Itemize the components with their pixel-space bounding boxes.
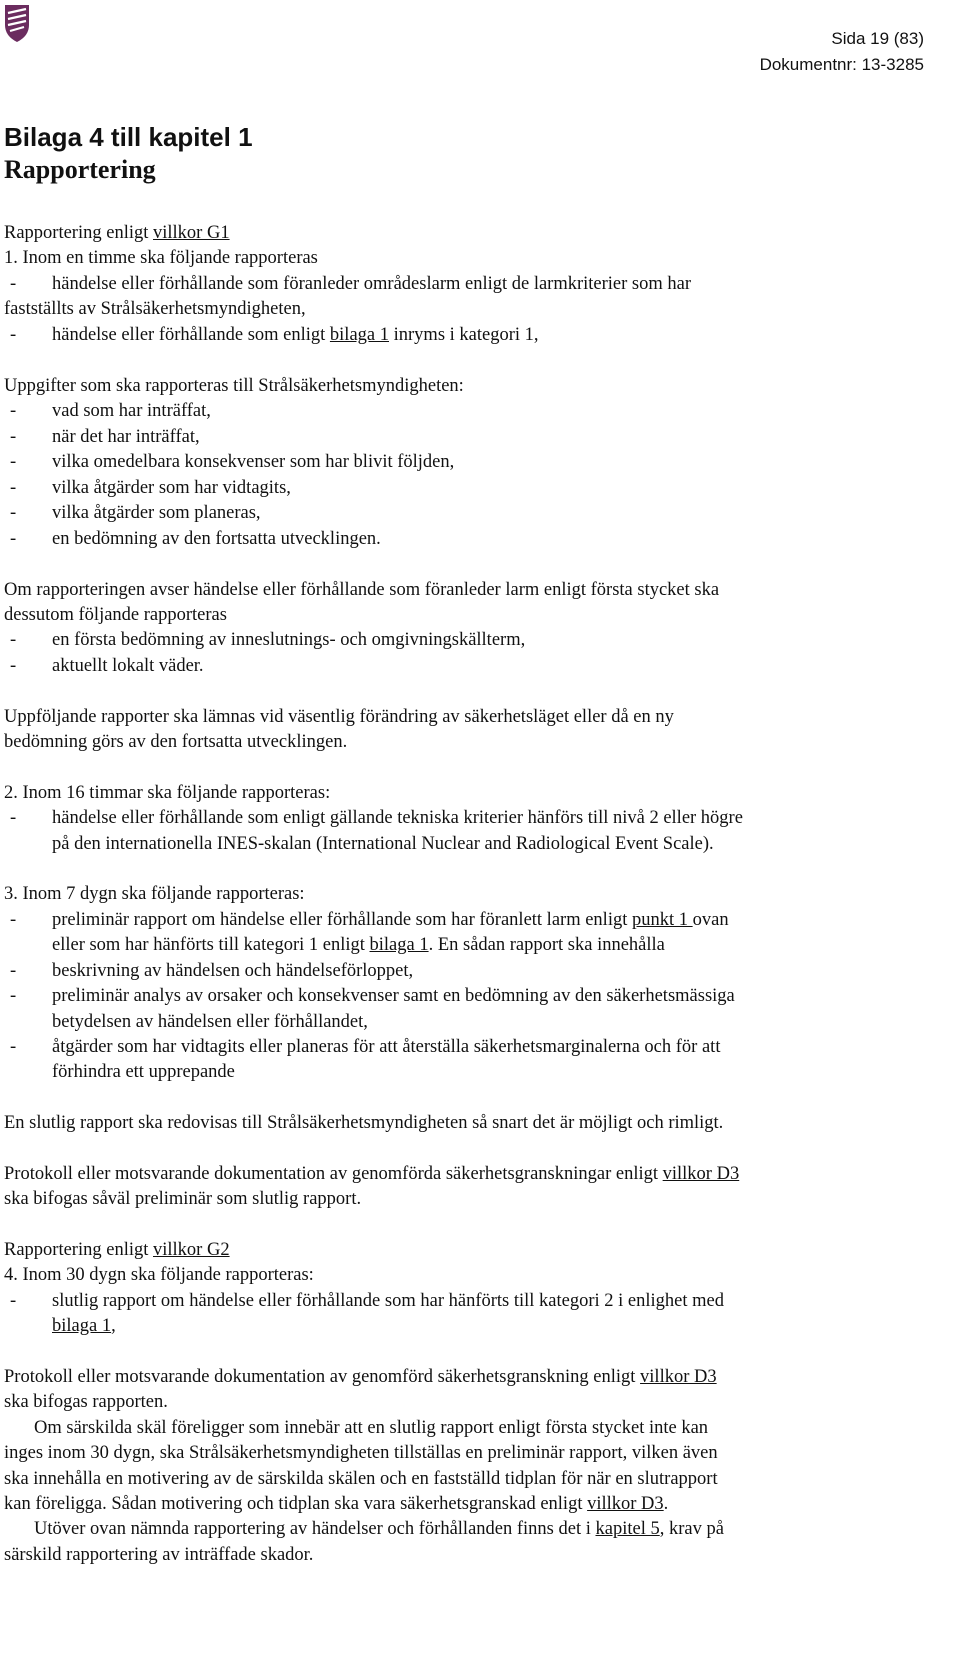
paragraph: dessutom följande rapporteras (4, 605, 227, 625)
item-4-heading: 4. Inom 30 dygn ska följande rapporteras: (4, 1265, 314, 1285)
bullet-dash: - (10, 961, 17, 981)
bullet-text: händelse eller förhållande som föranleder områdeslarm enligt de larmkriterier som har (52, 274, 692, 294)
paragraph: En slutlig rapport ska redovisas till Strålsäkerhetsmyndigheten så snart det är möjligt och rimligt. (4, 1113, 724, 1133)
bullet-text-continued: förhindra ett upprepande (52, 1062, 235, 1082)
subheading-g1: Rapportering enligt villkor G1 (4, 223, 230, 243)
bullet-text-continued: bilaga 1, (52, 1316, 116, 1336)
report-contents-heading: Uppgifter som ska rapporteras till Strålsäkerhetsmyndigheten: (4, 376, 464, 396)
link-villkor-d3[interactable]: villkor D3 (640, 1367, 717, 1387)
bullet-text: åtgärder som har vidtagits eller planeras för att återställa säkerhetsmarginalerna och för att (52, 1037, 721, 1057)
bullet-dash: - (10, 427, 17, 447)
bullet-dash: - (10, 529, 17, 549)
paragraph: Utöver ovan nämnda rapportering av händelser och förhållanden finns det i kapitel 5, krav på (34, 1519, 724, 1539)
link-bilaga-1[interactable]: bilaga 1 (52, 1316, 112, 1336)
link-villkor-g1[interactable]: villkor G1 (153, 223, 230, 243)
bullet-dash: - (10, 808, 17, 828)
list-item: vad som har inträffat, (52, 401, 211, 421)
paragraph: bedömning görs av den fortsatta utvecklingen. (4, 732, 348, 752)
bullet-dash: - (10, 325, 17, 345)
bullet-text-continued: eller som har hänförts till kategori 1 enligt bilaga 1. En sådan rapport ska innehålla (52, 935, 665, 955)
list-item: aktuellt lokalt väder. (52, 656, 204, 676)
paragraph: Protokoll eller motsvarande dokumentation av genomförda säkerhetsgranskningar enligt villkor D3 (4, 1164, 740, 1184)
list-item: vilka åtgärder som har vidtagits, (52, 478, 291, 498)
subheading-g2: Rapportering enligt villkor G2 (4, 1240, 230, 1260)
bullet-text-continued: fastställts av Strålsäkerhetsmyndigheten, (4, 299, 306, 319)
list-item: en bedömning av den fortsatta utvecklingen. (52, 529, 381, 549)
paragraph: ska bifogas rapporten. (4, 1392, 168, 1412)
bullet-dash: - (10, 1037, 17, 1057)
paragraph: kan föreligga. Sådan motivering och tidplan ska vara säkerhetsgranskad enligt villkor D3. (4, 1494, 669, 1514)
bullet-text-continued: på den internationella INES-skalan (International Nuclear and Radiological Event Scale). (52, 834, 714, 854)
bullet-dash: - (10, 1291, 17, 1311)
bullet-dash: - (10, 452, 17, 472)
bullet-text: händelse eller förhållande som enligt bilaga 1 inryms i kategori 1, (52, 325, 539, 345)
link-villkor-d3[interactable]: villkor D3 (587, 1494, 664, 1514)
bullet-text: slutlig rapport om händelse eller förhållande som har hänförts till kategori 2 i enlighet med (52, 1291, 724, 1311)
bullet-dash: - (10, 656, 17, 676)
bullet-dash: - (10, 630, 17, 650)
bullet-dash: - (10, 478, 17, 498)
page-header (760, 26, 924, 78)
item-2-heading: 2. Inom 16 timmar ska följande rapporteras: (4, 783, 331, 803)
bullet-text-continued: betydelsen av händelsen eller förhållandet, (52, 1012, 368, 1032)
paragraph: inges inom 30 dygn, ska Strålsäkerhetsmyndigheten tillställas en preliminär rapport, vilken även (4, 1443, 718, 1463)
bullet-text: beskrivning av händelsen och händelseförloppet, (52, 961, 414, 981)
bullet-dash: - (10, 910, 17, 930)
bullet-text: preliminär analys av orsaker och konsekvenser samt en bedömning av den säkerhetsmässiga (52, 986, 735, 1006)
list-item: vilka åtgärder som planeras, (52, 503, 261, 523)
bullet-dash: - (10, 401, 17, 421)
paragraph: särskild rapportering av inträffade skador. (4, 1545, 314, 1565)
paragraph: Uppföljande rapporter ska lämnas vid väsentlig förändring av säkerhetsläget eller då en ny (4, 707, 674, 727)
section-title: Rapportering (4, 155, 156, 184)
bullet-dash: - (10, 274, 17, 294)
list-item: när det har inträffat, (52, 427, 200, 447)
item-3-heading: 3. Inom 7 dygn ska följande rapporteras: (4, 884, 305, 904)
list-item: vilka omedelbara konsekvenser som har blivit följden, (52, 452, 455, 472)
bullet-text: händelse eller förhållande som enligt gällande tekniska kriterier hänförs till nivå 2 eller högre (52, 808, 743, 828)
list-item: en första bedömning av inneslutnings- och omgivningskällterm, (52, 630, 526, 650)
paragraph: ska bifogas såväl preliminär som slutlig rapport. (4, 1189, 362, 1209)
bullet-dash: - (10, 986, 17, 1006)
bullet-text: preliminär rapport om händelse eller förhållande som har föranlett larm enligt punkt 1 ovan (52, 910, 729, 930)
link-villkor-d3[interactable]: villkor D3 (662, 1164, 740, 1184)
link-bilaga-1[interactable]: bilaga 1 (329, 325, 389, 345)
organization-logo (4, 3, 30, 43)
link-bilaga-1[interactable]: bilaga 1 (369, 935, 429, 955)
appendix-title: Bilaga 4 till kapitel 1 (4, 122, 253, 152)
paragraph: ska innehålla en motivering av de särskilda skälen och en fastställd tidplan för när en slutrapport (4, 1469, 718, 1489)
bullet-dash: - (10, 503, 17, 523)
link-kapitel-5[interactable]: kapitel 5 (595, 1519, 660, 1539)
page-number: Sida 19 (83) (831, 29, 924, 48)
paragraph: Om särskilda skäl föreligger som innebär att en slutlig rapport enligt första stycket inte kan (34, 1418, 709, 1438)
paragraph: Protokoll eller motsvarande dokumentation av genomförd säkerhetsgranskning enligt villkor D3 (4, 1367, 717, 1387)
document-number: Dokumentnr: 13-3285 (759, 55, 924, 74)
paragraph: Om rapporteringen avser händelse eller förhållande som föranleder larm enligt första stycket ska (4, 580, 720, 600)
link-villkor-g2[interactable]: villkor G2 (153, 1240, 230, 1260)
link-punkt-1[interactable]: punkt 1 (631, 910, 693, 930)
item-1-heading: 1. Inom en timme ska följande rapporteras (4, 248, 318, 268)
